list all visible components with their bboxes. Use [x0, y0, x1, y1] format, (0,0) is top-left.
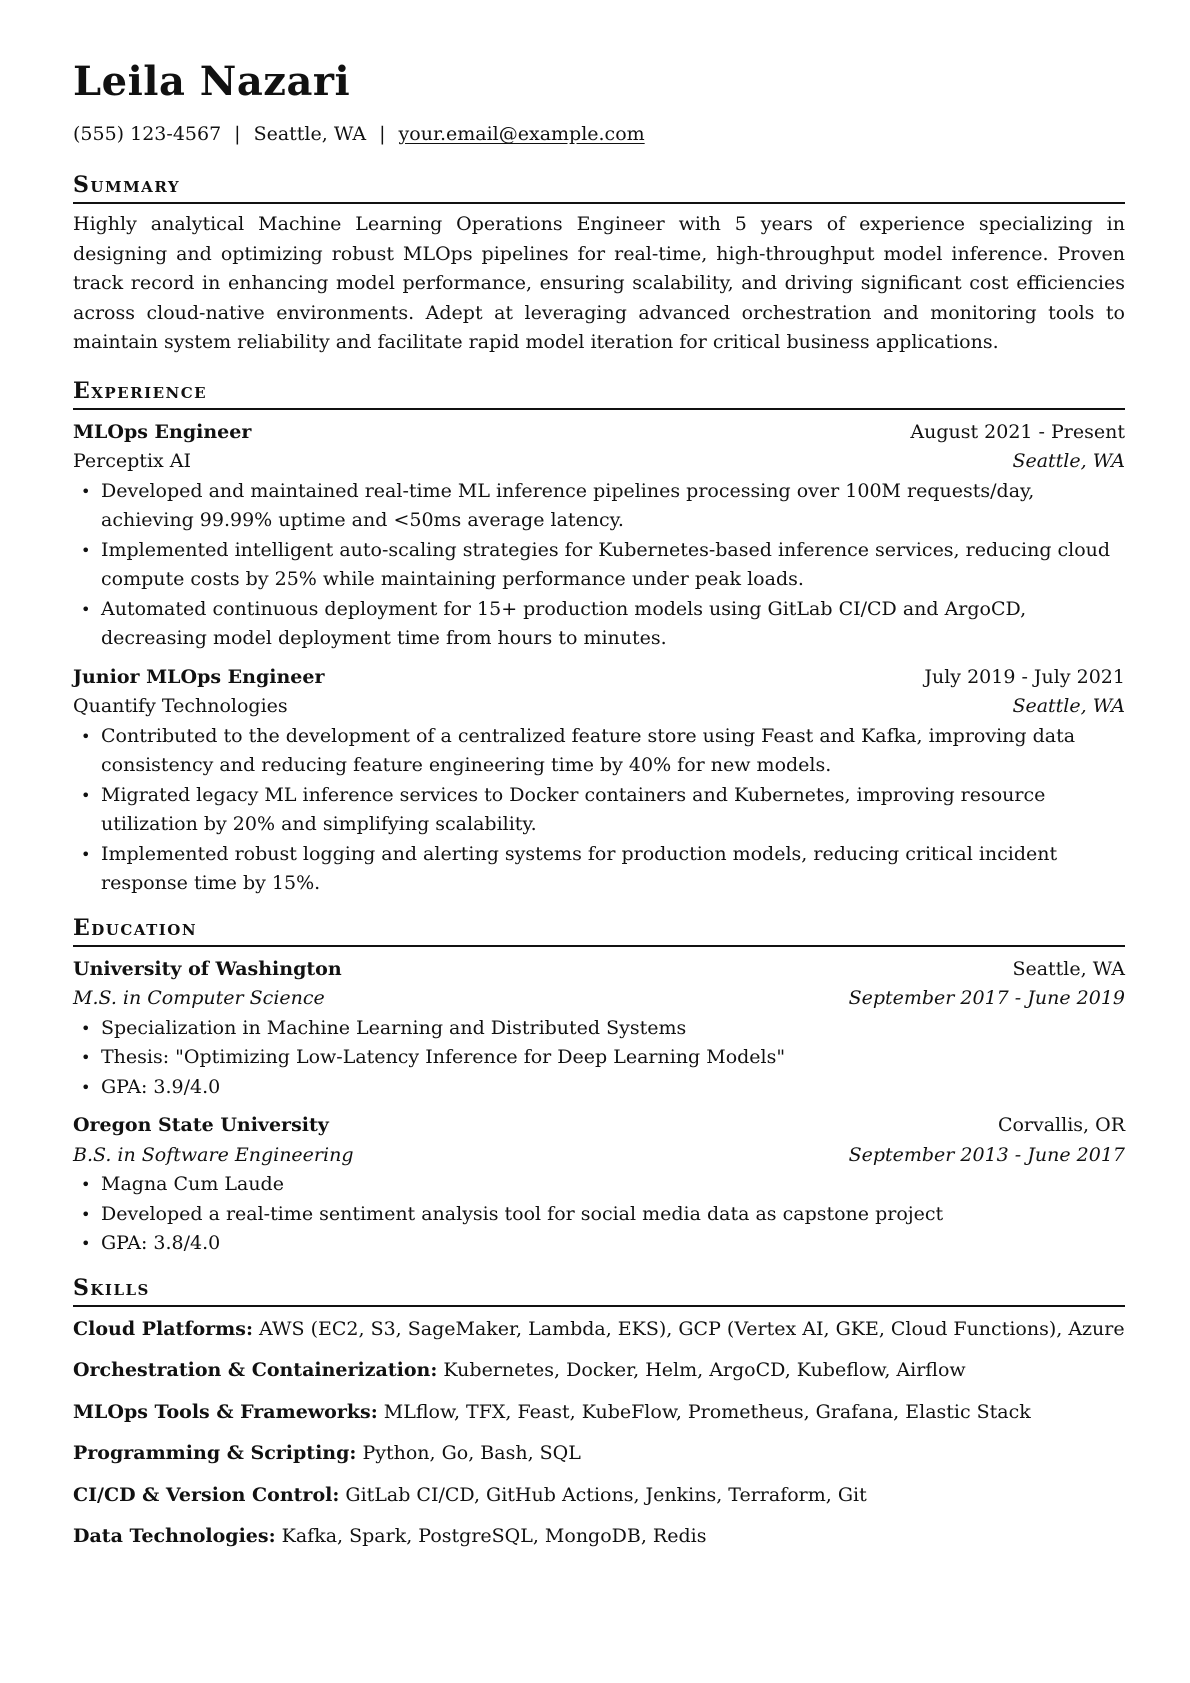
- skill-label: Programming & Scripting:: [73, 1442, 357, 1464]
- school-name: Oregon State University: [73, 1114, 329, 1136]
- list-item: • Implemented robust logging and alerting systems for production models, reducing critical incident response time by 15%.: [81, 842, 1058, 894]
- skill-value: Kubernetes, Docker, Helm, ArgoCD, Kubeflow, Airflow: [443, 1359, 966, 1381]
- skill-value: Kafka, Spark, PostgreSQL, MongoDB, Redis: [281, 1525, 707, 1547]
- skill-label: MLOps Tools & Frameworks:: [73, 1400, 378, 1423]
- job-title: Junior MLOps Engineer: [73, 665, 325, 688]
- job-bullet-list: [73, 722, 1125, 899]
- company-name: Perceptix AI: [73, 450, 191, 472]
- list-item: • GPA: 3.8/4.0: [81, 1232, 221, 1254]
- job-entry: [73, 418, 1125, 654]
- section-heading-summary: Summary: [73, 172, 1125, 204]
- summary-text: Highly analytical Machine Learning Operations Engineer with 5 years of experience specializing in designing and optimizing robust MLOps pipelines for real-time, high-throughput model inference. Proven track record in enhancing model performance, ensuring scalability, and driving significant cost efficiencies across cloud-native environments. Adept at leveraging advanced orchestration and monitoring tools to maintain system reliability and facilitate rapid model iteration for critical business applications.: [73, 213, 1125, 353]
- list-item: • Developed a real-time sentiment analysis tool for social media data as capstone project: [81, 1202, 944, 1225]
- education-entry: [73, 1111, 1125, 1259]
- skill-label: Data Technologies:: [73, 1525, 276, 1547]
- list-item: • Migrated legacy ML inference services to Docker containers and Kubernetes, improving resource utilization by 20% and simplifying scalability.: [81, 783, 1046, 835]
- skill-value: GitLab CI/CD, GitHub Actions, Jenkins, Terraform, Git: [345, 1483, 867, 1506]
- school-name: University of Washington: [73, 957, 342, 980]
- school-header: [73, 955, 1125, 985]
- job-location: Seattle, WA: [1012, 450, 1125, 472]
- list-item: • Contributed to the development of a centralized feature store using Feast and Kafka, improving data consistency and reducing feature engineering time by 40% for new models.: [81, 724, 1076, 776]
- school-header: [73, 1111, 1125, 1141]
- job-entry: [73, 663, 1125, 899]
- education-section: [73, 915, 1125, 1259]
- skill-row: [73, 1522, 1125, 1552]
- job-bullet-list: [73, 477, 1125, 654]
- school-location: Seattle, WA: [1012, 957, 1125, 980]
- skill-row: [73, 1439, 1125, 1469]
- list-item: • GPA: 3.9/4.0: [81, 1075, 221, 1098]
- skill-label: CI/CD & Version Control:: [73, 1483, 340, 1506]
- email-link[interactable]: your.email@example.com: [398, 123, 645, 145]
- location: Seattle, WA: [253, 123, 367, 145]
- summary-section: [73, 172, 1125, 358]
- skill-row: [73, 1315, 1125, 1345]
- skill-value: MLflow, TFX, Feast, KubeFlow, Prometheus, Grafana, Elastic Stack: [383, 1400, 1031, 1423]
- candidate-name: Leila Nazari: [73, 58, 351, 105]
- job-header: [73, 418, 1125, 448]
- list-item: • Automated continuous deployment for 15+ production models using GitLab CI/CD and ArgoCD, decreasing model deployment time from hours to minutes.: [81, 597, 1027, 649]
- skill-label: Cloud Platforms:: [73, 1317, 253, 1340]
- contact-separator: |: [234, 123, 241, 145]
- degree-row: [73, 1141, 1125, 1171]
- phone-number: (555) 123-4567: [73, 123, 222, 145]
- list-item: • Specialization in Machine Learning and Distributed Systems: [81, 1016, 687, 1039]
- school-location: Corvallis, OR: [997, 1114, 1125, 1136]
- section-heading-experience: Experience: [73, 378, 1125, 410]
- skills-list: [73, 1315, 1125, 1552]
- skill-label: Orchestration & Containerization:: [73, 1359, 438, 1381]
- job-dates: July 2019 - July 2021: [924, 665, 1125, 688]
- section-heading-education: Education: [73, 915, 1125, 947]
- skills-section: [73, 1275, 1125, 1552]
- job-header: [73, 663, 1125, 693]
- skill-value: AWS (EC2, S3, SageMaker, Lambda, EKS), GCP (Vertex AI, GKE, Cloud Functions), Azure: [259, 1317, 1125, 1340]
- education-bullet-list: [73, 1014, 1125, 1103]
- list-item: • Developed and maintained real-time ML inference pipelines processing over 100M requests/day, achieving 99.99% uptime and <50ms average latency.: [81, 479, 1035, 531]
- job-location: Seattle, WA: [1012, 695, 1125, 717]
- education-dates: September 2013 - June 2017: [848, 1143, 1125, 1166]
- skill-row: [73, 1481, 1125, 1511]
- job-subheader: [73, 447, 1125, 477]
- list-item: • Magna Cum Laude: [81, 1173, 284, 1195]
- degree: B.S. in Software Engineering: [73, 1143, 354, 1166]
- experience-section: [73, 378, 1125, 899]
- degree-row: [73, 984, 1125, 1014]
- degree: M.S. in Computer Science: [73, 987, 325, 1009]
- skill-value: Python, Go, Bash, SQL: [362, 1442, 581, 1464]
- contact-line: [73, 122, 1125, 146]
- list-item: • Thesis: "Optimizing Low-Latency Inference for Deep Learning Models": [81, 1046, 786, 1068]
- skill-row: [73, 1356, 1125, 1386]
- skill-row: [73, 1398, 1125, 1428]
- company-name: Quantify Technologies: [73, 695, 288, 717]
- education-bullet-list: [73, 1170, 1125, 1259]
- job-dates: August 2021 - Present: [910, 420, 1125, 443]
- job-title: MLOps Engineer: [73, 420, 252, 443]
- contact-separator: |: [379, 123, 386, 145]
- education-dates: September 2017 - June 2019: [848, 987, 1125, 1009]
- list-item: • Implemented intelligent auto-scaling strategies for Kubernetes-based inference services, reducing cloud compute costs by 25% while maintaining performance under peak loads.: [81, 538, 1111, 590]
- education-entry: [73, 955, 1125, 1103]
- job-subheader: [73, 692, 1125, 722]
- resume-page: [73, 58, 1125, 1564]
- section-heading-skills: Skills: [73, 1275, 1125, 1307]
